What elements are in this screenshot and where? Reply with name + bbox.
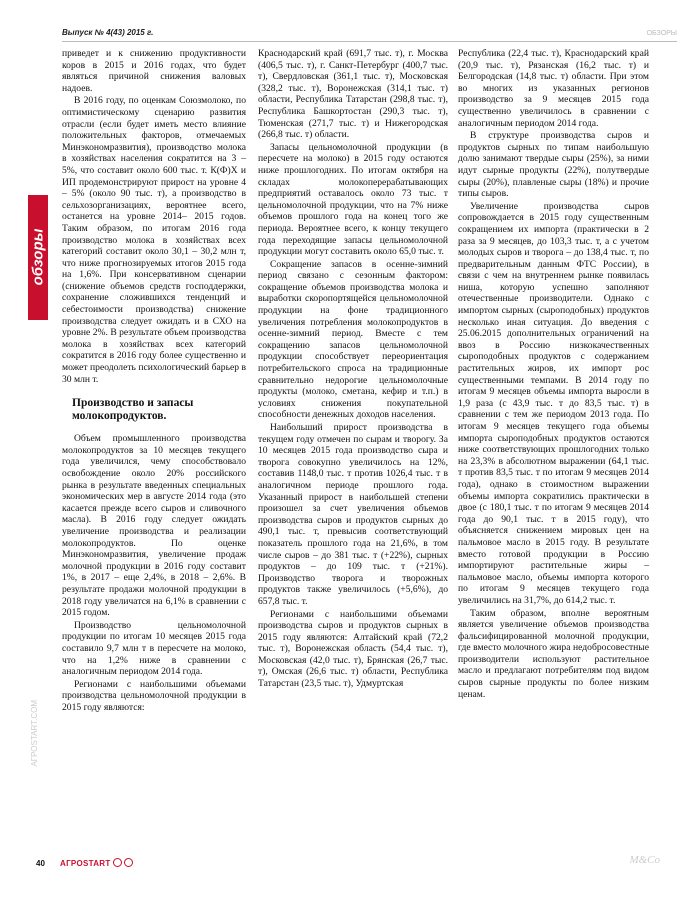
column-3 (458, 48, 649, 701)
paragraph: Регионами с наибольшими объемами производства цельномолочной продукции в 2015 году являются: (62, 678, 246, 713)
header-rule (62, 41, 677, 42)
section-heading: Производство и запасы молокопродуктов. (72, 397, 194, 423)
paragraph: Краснодарский край (691,7 тыс. т), г. Москва (406,5 тыс. т), г. Санкт-Петербург (400,7 тыс. т), Свердловская (361,1 тыс. т), Московская (328,2 тыс. т), Воронежская (314,1 тыс. т) области, Республика Татарстан (298,8 тыс. т), Республика Башкортостан (290,3 тыс. т), Тюменская (271,7 тыс. т) и Нижегородская (266,8 тыс. т) области. (258, 48, 448, 141)
paragraph: Увеличение производства сыров сопровождается в 2015 году существенным сокращением их импорта (практически в 2 раза за 9 месяцев, до 103,3 тыс. т, а с учетом молодых сыров и творога – до 138,4 тыс. т, по предварительным данным ФТС России), в связи с чем на внутреннем рынке появилась ниша, которую успешно заполняют отечественные производители. Однако с импортом сырных (сыроподобных) продуктов несколько иная ситуация. До введения с 25.06.2015 дополнительных ограничений на ввоз в Россию низкокачественных сыроподобных продуктов с содержанием растительных жиров, их импорт рос существенными темпами. В 2014 году по итогам 9 месяцев объемы импорта выросли в 1,9 раза (с 43,9 тыс. т до 83,5 тыс. т) в сравнении с тем же периодом 2013 года. По итогам 9 месяцев текущего года объемы импорта сыроподобных продуктов остаются ниже соответствующих прошлогодних только на 23,3% в абсолютном выражении (64,1 тыс. т против 83,5 тыс. т по итогам 9 месяцев 2014 года), однако в стоимостном выражении объемы импорта сократились практически в двое (с 180,1 тыс. т по итогам 9 месяцев 2014 года до 90,1 тыс. т в 2015 году), что объясняется снижением мировых цен на пальмовое масло в 2015 году. В результате вместо готовой продукции в Россию импортируют растительные жиры – пальмовое масло, объемы импорта которого по итогам 9 месяцев текущего года увеличились на 31,7%, до 614,2 тыс. т. (458, 200, 649, 606)
page-number: 40 (36, 859, 45, 868)
paragraph: В структуре производства сыров и продуктов сырных по типам наибольшую долю занимают твердые сыры (25%), за ними идут сырные продукты (22%), полутвердые сыры (20%), плавленые сыры (18%) и прочие типы сыров. (458, 130, 649, 200)
signature: M&Co (629, 854, 660, 866)
paragraph: Регионами с наибольшими объемами производства сыров и продуктов сырных в 2015 году являются: Алтайский край (72,2 тыс. т), Воронежская область (54,4 тыс. т), Московская (42,0 тыс. т), Брянская (26,7 тыс. т), Омская (26,6 тыс. т) области, Республика Татарстан (23,5 тыс. т), Удмуртская (258, 608, 448, 690)
column-2 (258, 48, 448, 691)
section-sidebar-tab (28, 195, 48, 320)
brand-logo (60, 858, 133, 868)
circle-icon (124, 858, 133, 867)
paragraph: Запасы цельномолочной продукции (в пересчете на молоко) в 2015 году остаются ниже прошлогодних. По итогам октября на складах молокоперерабатывающих предприятий оставалось около 73 тыс. т цельномолочной продукции, что на 7% ниже объемов прошлого года на конец того же периода. Вероятнее всего, к концу текущего года переходящие запасы цельномолочной продукции могут составить около 65,0 тыс. т. (258, 141, 448, 258)
page-footer (0, 852, 700, 882)
section-label: обзоры (29, 228, 47, 286)
paragraph: Производство цельномолочной продукции по итогам 10 месяцев 2015 года составило 9,7 млн т в пересчете на молоко, что на 1,2% ниже в сравнении с аналогичным периодом 2014 года. (62, 619, 246, 678)
column-1 (62, 48, 246, 714)
header-section-tag: ОБЗОРЫ (646, 30, 677, 37)
paragraph: Сокращение запасов в осенне-зимний период связано с сезонным фактором: сокращение объемов производства молока и выработки скоропортящейся цельномолочной продукции на фоне традиционного увеличения потребления молокопродуктов в осенне-зимний период. Вместе с тем сокращению запасов цельномолочной продукции способствует переориентация потребительского спроса на традиционные сравнительно недорогие цельномолочные продукты (молоко, сметана, кефир и т.п.) в условиях снижения покупательной способности денежных доходов населения. (258, 258, 448, 421)
paragraph: Наибольший прирост производства в текущем году отмечен по сырам и творогу. За 10 месяцев 2015 года производство сыра и творога совокупно увеличилось на 12%, составив 1148,0 тыс. т против 1026,4 тыс. т в аналогичном периоде прошлого года. Указанный прирост в наибольшей степени произошел за счет увеличения объемов производства сыров и продуктов сырных до 490,1 тыс. т, превысив соответствующий показатель прошлого года на 21,6%, в том числе сыров – до 381 тыс. т (+22%), сырных продуктов – до 109 тыс. т (+21%). Производство творога и творожных продуктов также увеличилось (+5,6%), до 657,8 тыс. т. (258, 422, 448, 607)
paragraph: Республика (22,4 тыс. т), Краснодарский край (20,9 тыс. т), Рязанская (16,2 тыс. т) и Белгородская (14,8 тыс. т) области. При этом во многих из указанных регионов производство за 9 месяцев 2015 года существенно увеличилось в сравнении с аналогичным периодом 2014 года. (458, 48, 649, 129)
circle-icon (113, 858, 122, 867)
issue-label: Выпуск № 4(43) 2015 г. (62, 28, 154, 37)
vertical-brand: АГРОSTART.COM (30, 700, 39, 767)
paragraph: Объем промышленного производства молокопродуктов за 10 месяцев текущего года увеличился, чему способствовало освобождение около 20% российского рынка в результате введенных специальных экономических мер в августе 2014 года (это касается прежде всего сыров и сливочного масла). В 2016 году следует ожидать увеличение производства и реализации молокопродуктов. По оценке Минэкономразвития, увеличение продаж молочной продукции в 2016 году составит 1%, в 2017 – еще 2,4%, в 2018 – 2,6%. В результате продажи молочной продукции в 2018 году увеличатся на 6,1% в сравнении с 2015 годом. (62, 433, 246, 619)
paragraph: приведет и к снижению продуктивности коров в 2015 и 2016 годах, что будет являться причиной снижения валовых надоев. (62, 48, 246, 94)
paragraph: Таким образом, вполне вероятным является увеличение объемов производства фальсифицированной молочной продукции, где вместо молочного жира недобросовестные производители используют растительное масло и предлагают потребителям под видом сыров сырные продукты по более низким ценам. (458, 607, 649, 700)
page-header (62, 28, 677, 42)
paragraph: В 2016 году, по оценкам Союзмолоко, по оптимистическому сценарию развития отрасли (если будет иметь место влияние положительных факторов, отмечаемых Минэкономразвития), производство молока в хозяйствах населения сократится на 3 – 5%, что составит около 600 тыс. т. К(Ф)Х и ИП продемонстрируют прирост на уровне 4 – 5% (около 90 тыс. т), а производство в сельхозорганизациях, вероятнее всего, останется на уровне 2014– 2015 годов. Таким образом, по итогам 2016 года производство молока в хозяйствах всех категорий составит около 30,1 – 30,2 млн т, что ниже прогнозируемых итогов 2015 года на 1,6%. При консервативном сценарии (снижение объемов средств господдержки, сохранение сложившихся тенденций и себестоимости производства) снижение производства следует ожидать и в СХО на уровне 2%. В результате объем производства молока в хозяйствах всех категорий сократится в 2016 году более существенно и может преодолеть психологический барьер в 30 млн т. (62, 95, 246, 385)
brand-logo-text: АГРОSTART (60, 859, 111, 868)
